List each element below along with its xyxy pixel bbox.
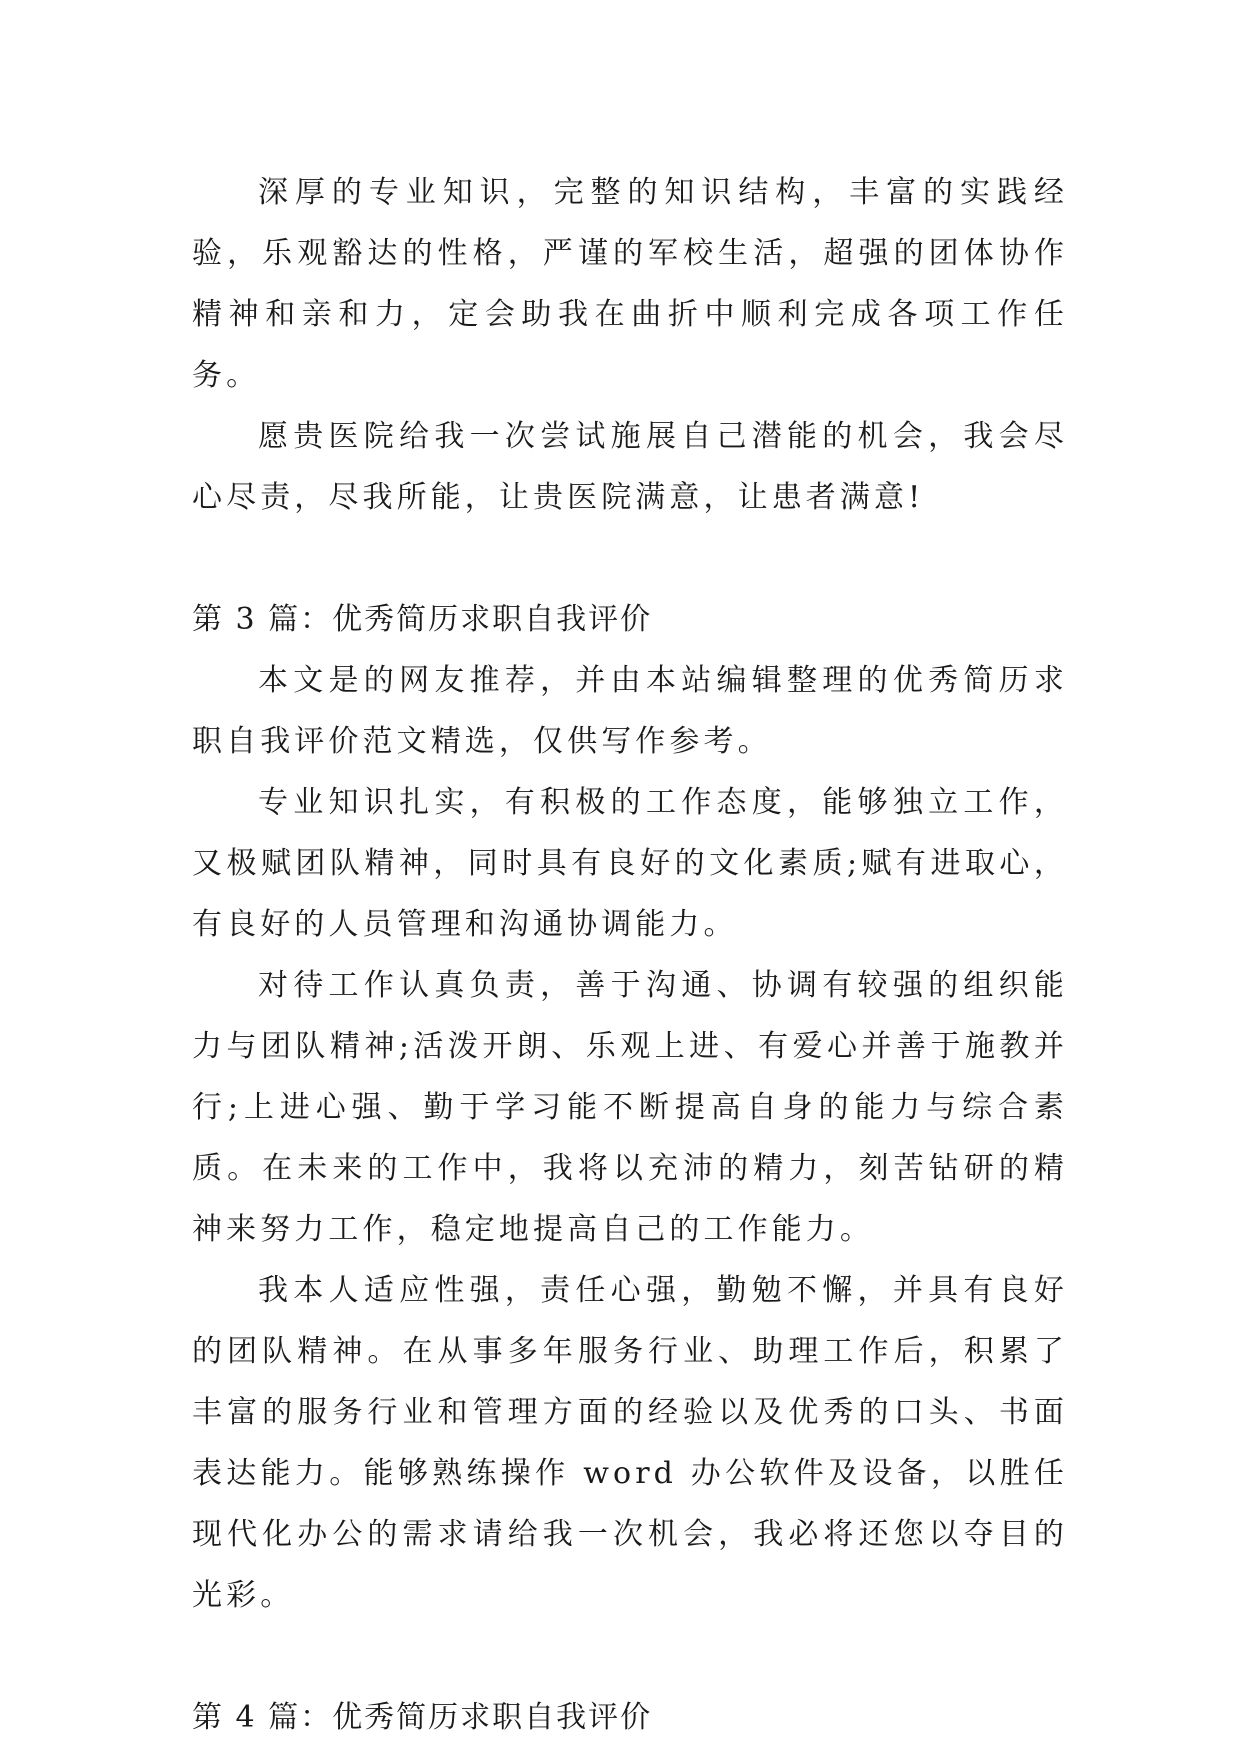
section-heading: 第 4 篇：优秀简历求职自我评价 <box>192 1700 653 1735</box>
paragraph: 愿贵医院给我一次尝试施展自己潜能的机会，我会尽心尽责，尽我所能，让贵医院满意，让患者满意! <box>192 419 1068 515</box>
section-spacer <box>192 528 1068 589</box>
paragraph: 对待工作认真负责，善于沟通、协调有较强的组织能力与团队精神;活泼开朗、乐观上进、有爱心并善于施教并行;上进心强、勤于学习能不断提高自身的能力与综合素质。在未来的工作中，我将以充沛的精力，刻苦钻研的精神来努力工作，稳定地提高自己的工作能力。 <box>192 968 1068 1247</box>
section-heading: 第 3 篇：优秀简历求职自我评价 <box>192 602 653 637</box>
paragraph: 深厚的专业知识，完整的知识结构，丰富的实践经验，乐观豁达的性格，严谨的军校生活，超强的团体协作精神和亲和力，定会助我在曲折中顺利完成各项工作任务。 <box>192 175 1068 393</box>
paragraph: 本文是的网友推荐，并由本站编辑整理的优秀简历求职自我评价范文精选，仅供写作参考。 <box>192 663 1068 759</box>
paragraph: 专业知识扎实，有积极的工作态度，能够独立工作，又极赋团队精神，同时具有良好的文化素质;赋有进取心，有良好的人员管理和沟通协调能力。 <box>192 785 1068 942</box>
section-spacer <box>192 1626 1068 1687</box>
document-body <box>192 162 1068 1748</box>
paragraph: 我本人适应性强，责任心强，勤勉不懈，并具有良好的团队精神。在从事多年服务行业、助理工作后，积累了丰富的服务行业和管理方面的经验以及优秀的口头、书面表达能力。能够熟练操作 word 办公软件及设备，以胜任现代化办公的需求请给我一次机会，我必将还您以夺目的光彩。 <box>192 1273 1068 1613</box>
